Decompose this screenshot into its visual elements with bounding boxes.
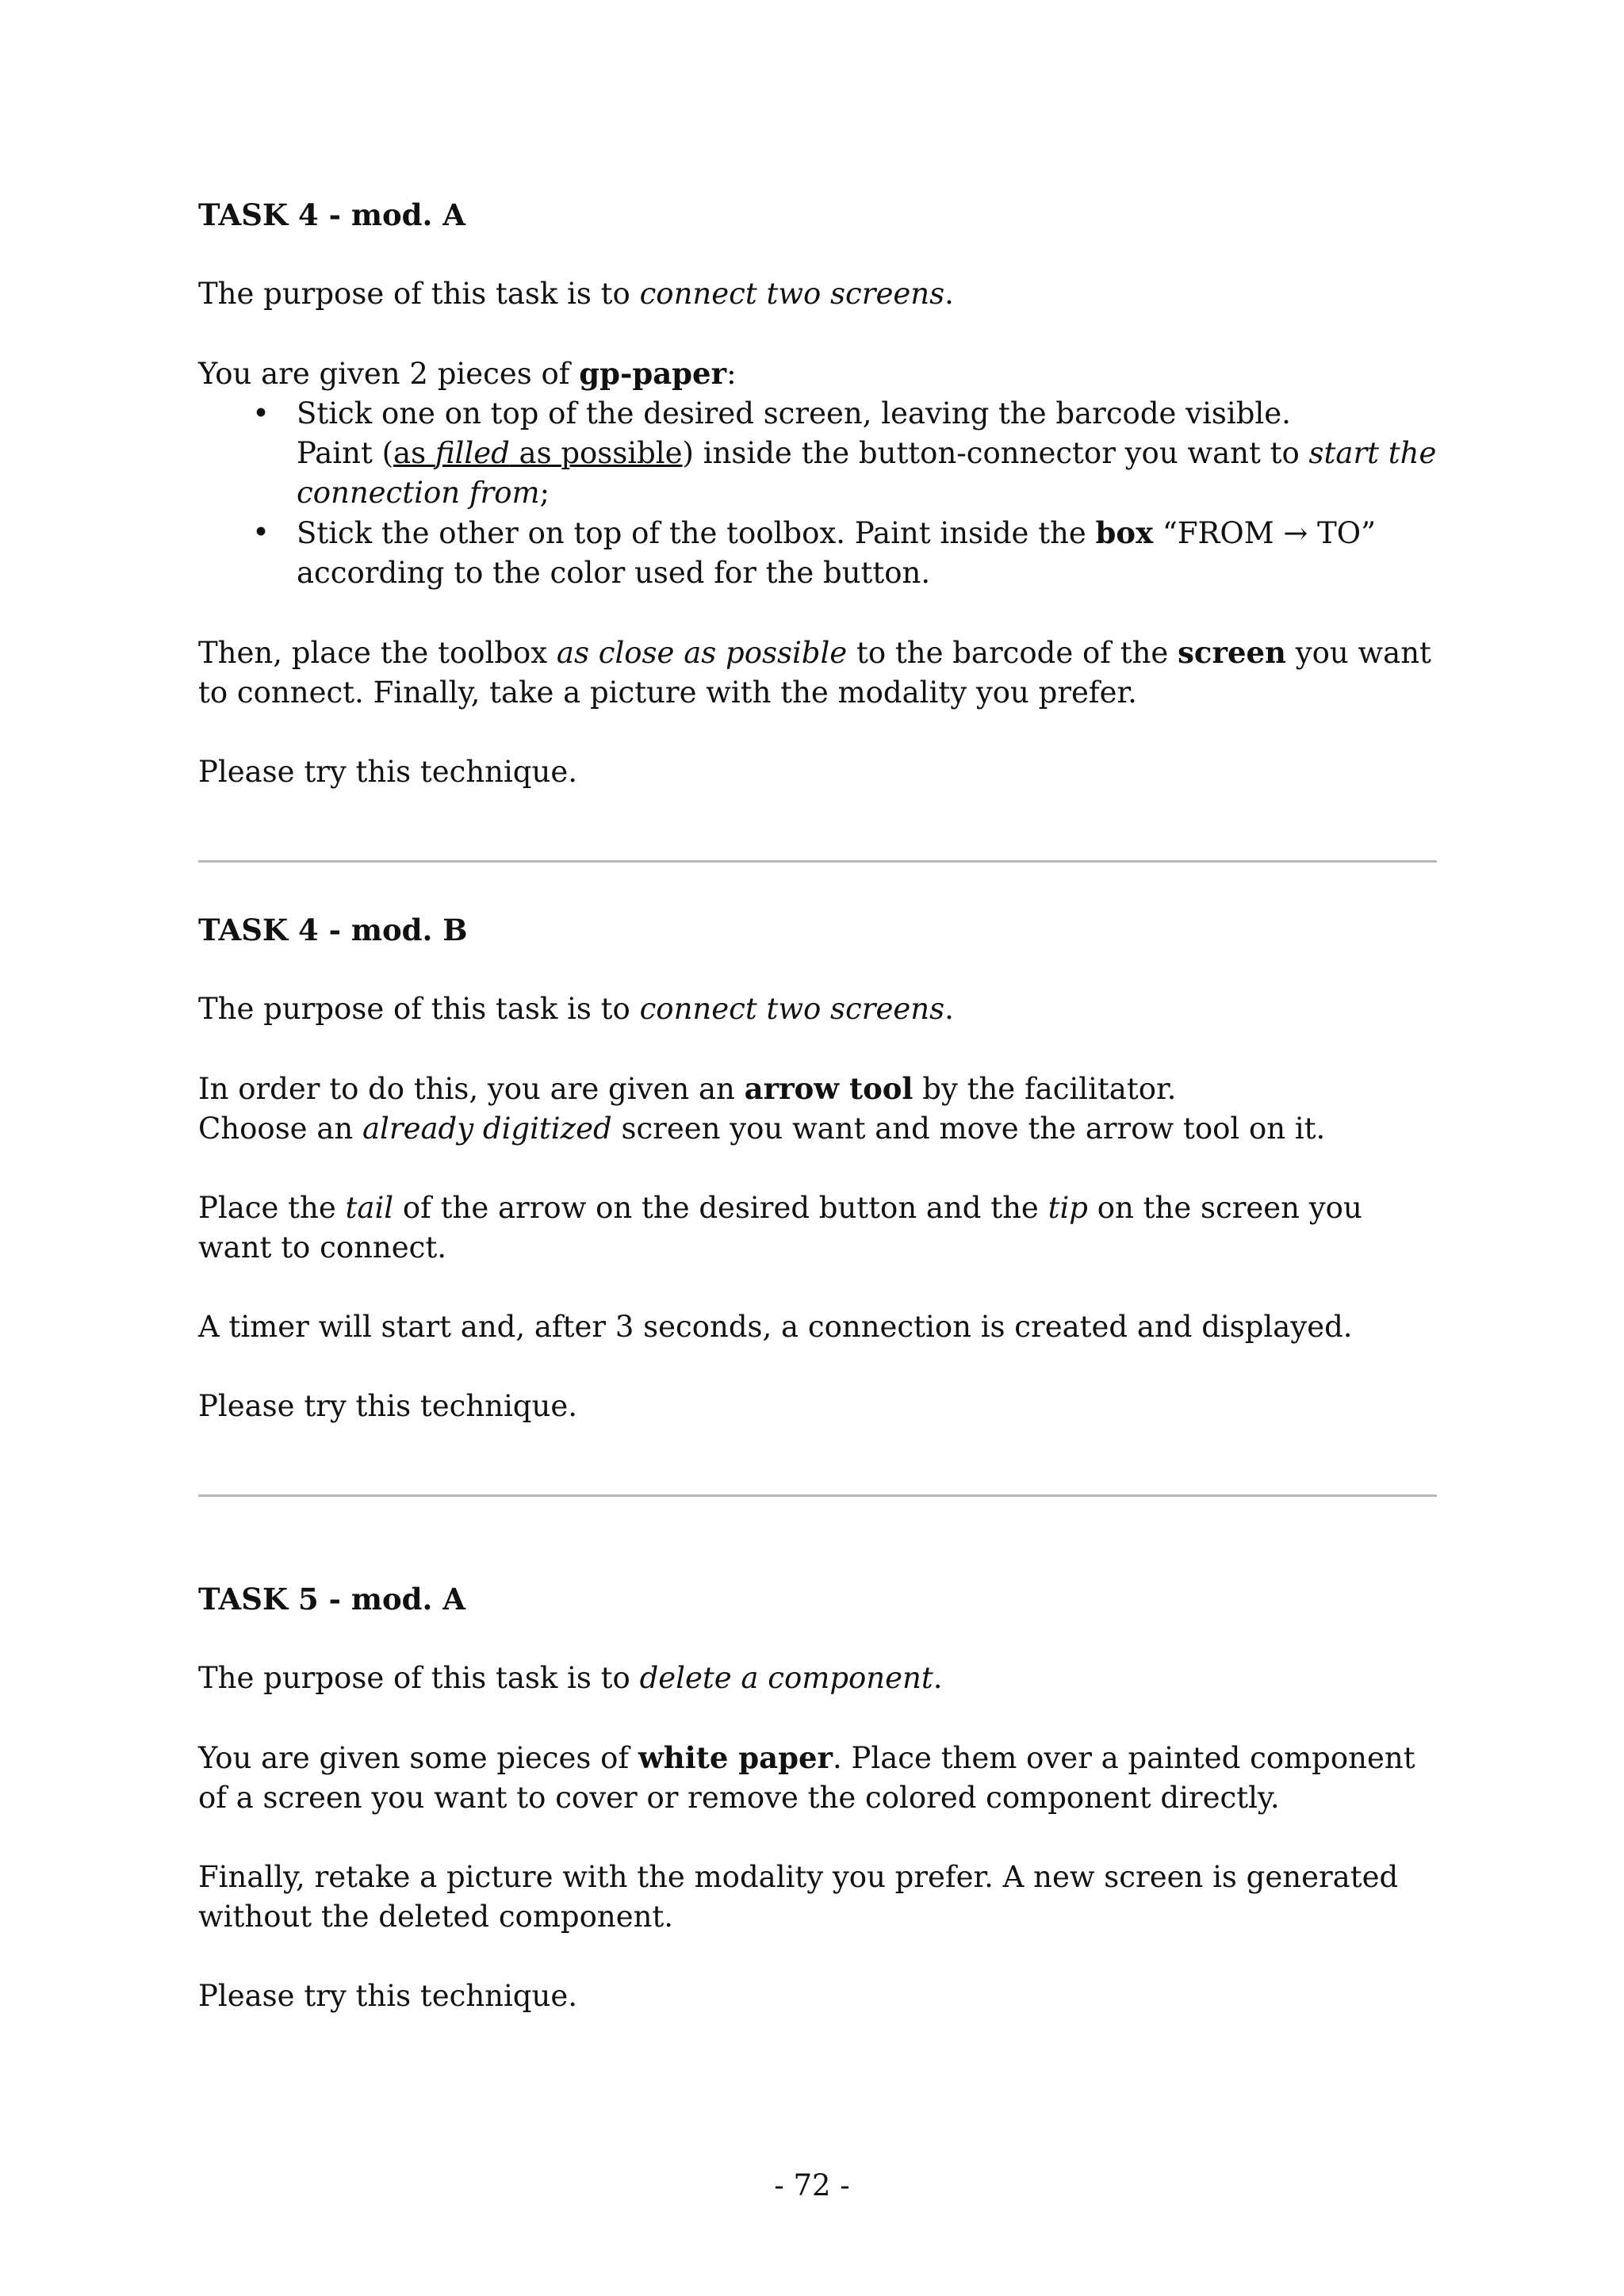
list-item: • Stick one on top of the desired screen, leaving the barcode visible. Paint (as filled as possible) inside the button-connector you want to start the connection from; (198, 394, 1437, 513)
task-5a-given: You are given some pieces of white paper. Place them over a painted component of a screen you want to cover or remove the colored component directly. (198, 1740, 1415, 1815)
task-5a-heading: TASK 5 - mod. A (198, 1582, 466, 1617)
task-4b-order: In order to do this, you are given an arrow tool by the facilitator. (198, 1071, 1177, 1106)
task-4-mod-a-section (198, 195, 1437, 792)
task-4a-purpose: The purpose of this task is to connect two screens. (198, 277, 954, 311)
page-number: - 72 - (774, 2168, 850, 2202)
task-4a-try: Please try this technique. (198, 755, 577, 789)
task-4b-heading: TASK 4 - mod. B (198, 913, 468, 947)
task-4a-heading: TASK 4 - mod. A (198, 197, 466, 232)
task-5a-finally: Finally, retake a picture with the modality you prefer. A new screen is generated without the deleted component. (198, 1860, 1399, 1934)
task-4-mod-b-section (198, 910, 1437, 1426)
task-4a-bullet-list (198, 394, 1437, 593)
task-5a-try: Please try this technique. (198, 1979, 577, 2013)
task-4b-purpose: The purpose of this task is to connect two screens. (198, 992, 954, 1026)
task-4a-then: Then, place the toolbox as close as possible to the barcode of the screen you want to connect. Finally, take a picture with the modality you prefer. (198, 635, 1431, 710)
task-5a-purpose: The purpose of this task is to delete a component. (198, 1661, 943, 1695)
task-4b-try: Please try this technique. (198, 1389, 577, 1423)
task-4b-timer: A timer will start and, after 3 seconds, a connection is created and displayed. (198, 1310, 1353, 1344)
task-5-mod-a-section (198, 1579, 1437, 2016)
task-4b-choose: Choose an already digitized screen you want and move the arrow tool on it. (198, 1112, 1326, 1146)
task-4a-given: You are given 2 pieces of gp-paper: (198, 356, 737, 391)
bullet-icon: • (252, 515, 270, 549)
bullet-icon: • (252, 396, 270, 430)
task-4b-place: Place the tail of the arrow on the desired button and the tip on the screen you want to connect. (198, 1191, 1362, 1265)
document-body (198, 195, 1437, 2016)
list-item: • Stick the other on top of the toolbox. Paint inside the box “FROM → TO” according to the color used for the button. (198, 513, 1437, 593)
